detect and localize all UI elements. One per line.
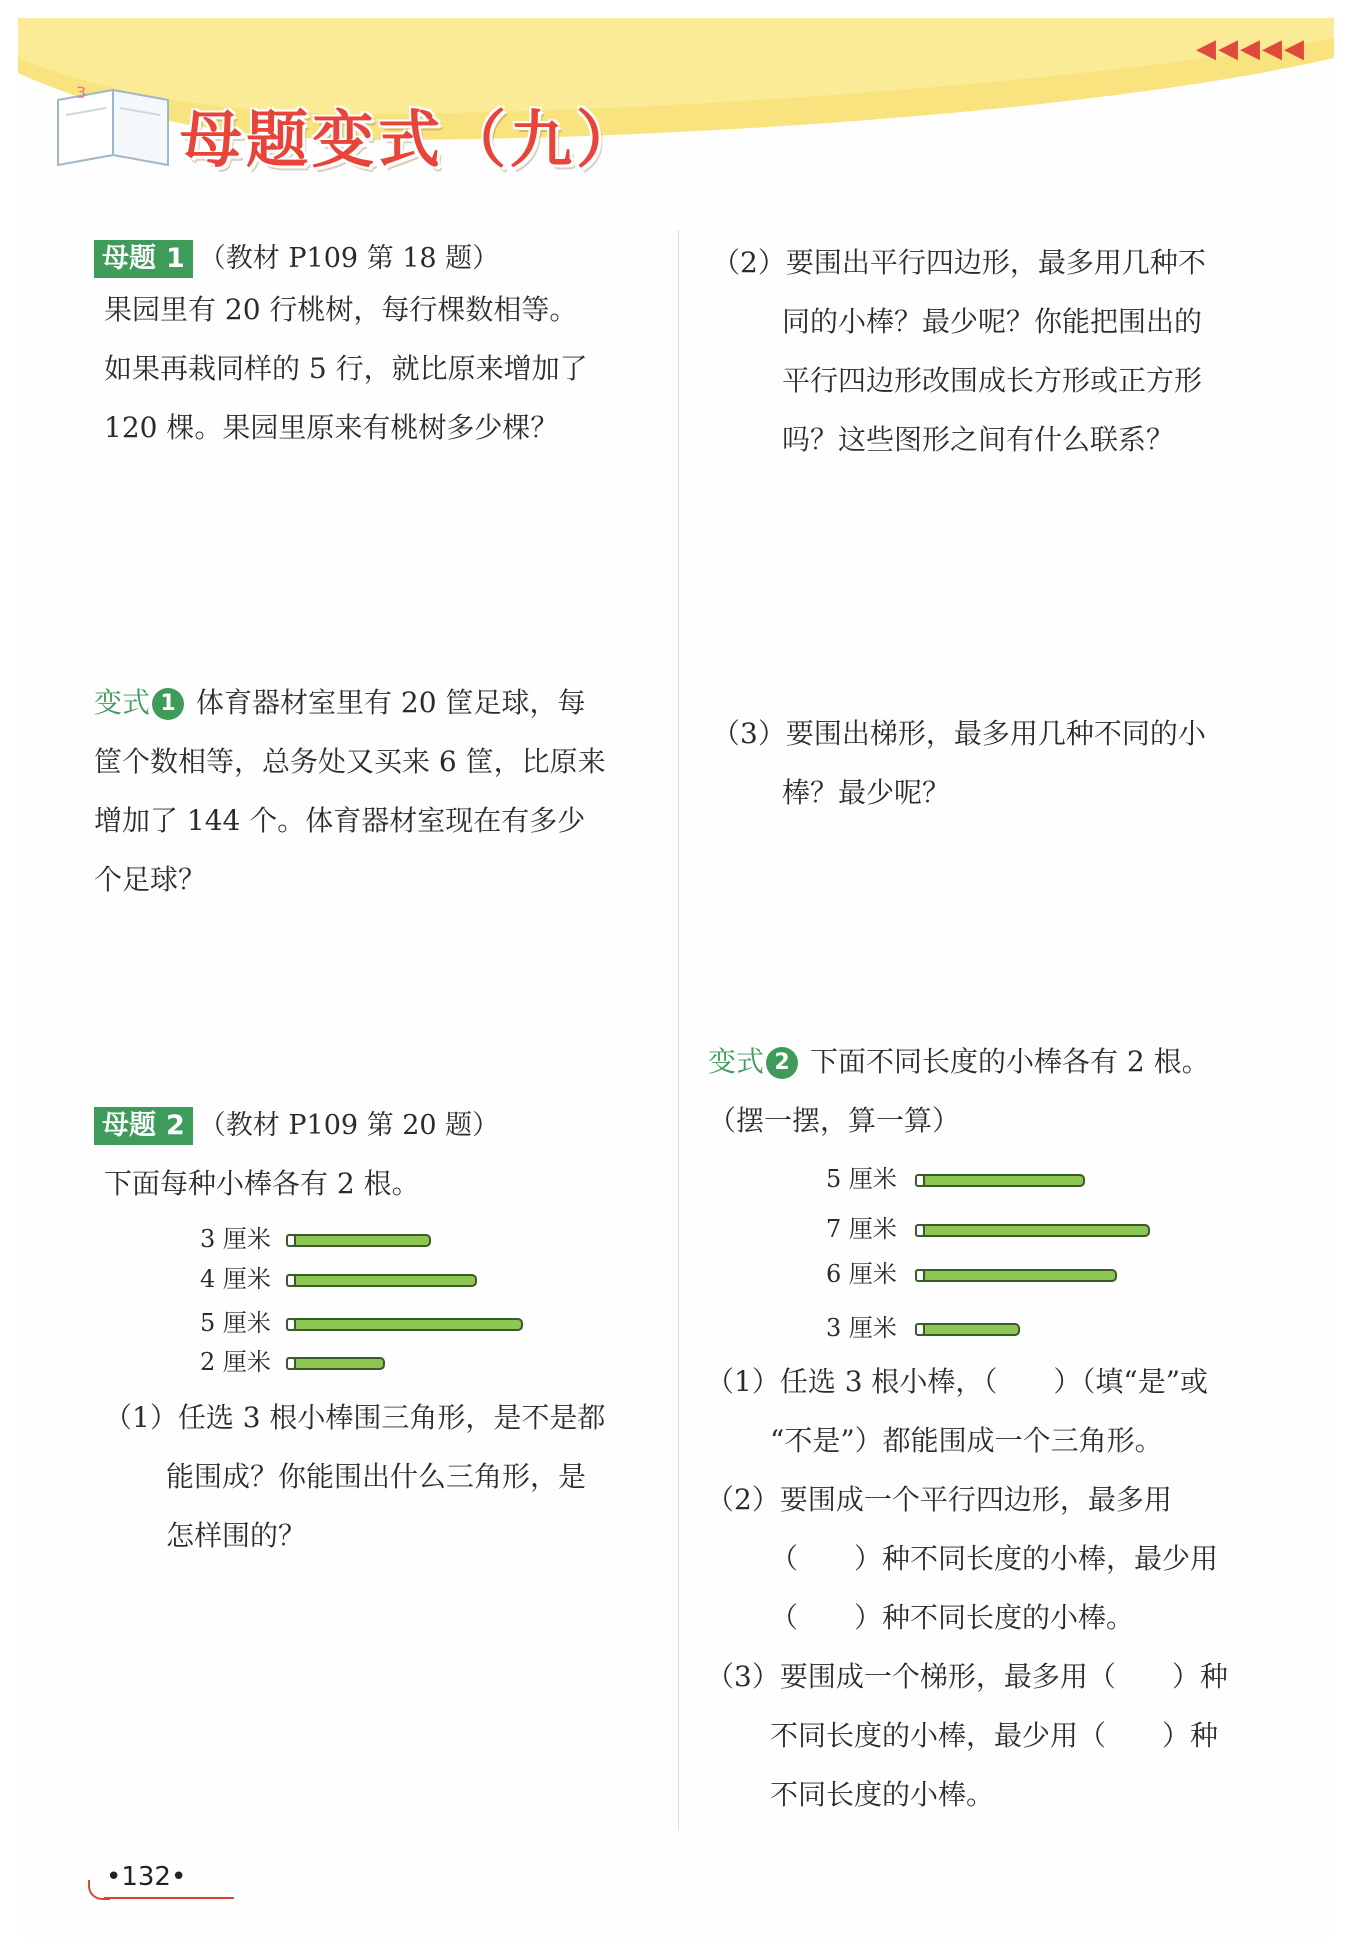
stick-3cm [918, 1323, 1020, 1336]
svg-text:3: 3 [76, 83, 87, 102]
text-line: 果园里有 20 行桃树，每行棵数相等。 [104, 293, 578, 326]
mother-problem-1-heading [94, 228, 499, 288]
text-line: （ ）种不同长度的小棒。 [770, 1601, 1135, 1634]
text-line: （3）要围出梯形，最多用几种不同的小 [712, 717, 1206, 750]
decorative-arrows: ◀◀◀◀◀ [1196, 34, 1306, 64]
mother-problem-tag: 母题 2 [94, 1107, 193, 1145]
variant-1 [94, 673, 664, 909]
text-line: 怎样围的？ [166, 1519, 307, 1552]
text-line: 棒？最少呢？ [782, 776, 951, 809]
column-divider [678, 230, 679, 1830]
text-line: 筐个数相等，总务处又买来 6 筐，比原来 [94, 745, 606, 778]
text-line: 平行四边形改围成长方形或正方形 [782, 364, 1203, 397]
mother-problem-2-q1 [104, 1388, 664, 1565]
variant-label: 变式 [94, 686, 151, 719]
variant-2 [708, 1032, 1308, 1150]
variant-number-badge: 1 [152, 688, 184, 720]
text-line: 不同长度的小棒。 [770, 1778, 995, 1811]
text-line: 个足球？ [94, 863, 207, 896]
text-line: 120 棵。果园里原来有桃树多少棵？ [104, 411, 559, 444]
text-line: 变式 2 下面不同长度的小棒各有 2 根。 [708, 1045, 1210, 1078]
variant-number-badge: 2 [766, 1047, 798, 1079]
text-line: 变式 1 体育器材室里有 20 筐足球，每 [94, 686, 586, 719]
stick-4cm [289, 1274, 477, 1287]
text-line: （摆一摆，算一算） [708, 1104, 961, 1137]
variant-label: 变式 [708, 1045, 765, 1078]
stick-length-label: 5 厘米 [200, 1309, 271, 1337]
text-line: （ ）种不同长度的小棒，最少用 [770, 1542, 1219, 1575]
text-line: 吗？这些图形之间有什么联系？ [782, 423, 1175, 456]
stick-5cm [918, 1174, 1085, 1187]
problem-source: （教材 P109 第 18 题） [198, 243, 500, 274]
text-line: （1）任选 3 根小棒，（ ）（填“是”或 [706, 1365, 1209, 1398]
text-line: 同的小棒？最少呢？你能把围出的 [782, 305, 1203, 338]
page-number-underline [104, 1897, 234, 1899]
text-line: 不同长度的小棒，最少用（ ）种 [770, 1719, 1219, 1752]
stick-length-label: 6 厘米 [826, 1260, 897, 1288]
stick-length-label: 4 厘米 [200, 1265, 271, 1293]
page-number: •132• [106, 1862, 187, 1892]
mother-problem-tag: 母题 1 [94, 240, 193, 278]
stick-length-label: 2 厘米 [200, 1348, 271, 1376]
page-title: 母题变式（九） [180, 103, 643, 176]
stick-3cm [289, 1234, 431, 1247]
stick-7cm [918, 1224, 1150, 1237]
stick-length-label: 7 厘米 [826, 1215, 897, 1243]
stick-6cm [918, 1269, 1117, 1282]
stick-length-label: 3 厘米 [200, 1225, 271, 1253]
text-line: 增加了 144 个。体育器材室现在有多少 [94, 804, 586, 837]
mother-problem-1-text [104, 280, 664, 457]
text-line: （1）任选 3 根小棒围三角形，是不是都 [104, 1401, 606, 1434]
text-line: （2）要围成一个平行四边形，最多用 [706, 1483, 1172, 1516]
text-line: 能围成？你能围出什么三角形，是 [166, 1460, 587, 1493]
stick-length-label: 3 厘米 [826, 1314, 897, 1342]
stick-length-label: 5 厘米 [826, 1165, 897, 1193]
text-line: （3）要围成一个梯形，最多用（ ）种 [706, 1660, 1228, 1693]
text-line: 如果再栽同样的 5 行，就比原来增加了 [104, 352, 588, 385]
stick-2cm [289, 1357, 385, 1370]
mother-problem-2-heading [94, 1095, 499, 1155]
problem-source: （教材 P109 第 20 题） [198, 1110, 500, 1141]
variant-2-questions [706, 1352, 1306, 1824]
question-3 [712, 704, 1292, 822]
section-header [18, 18, 1334, 208]
question-2 [712, 233, 1292, 469]
mother-problem-2-intro: 下面每种小棒各有 2 根。 [104, 1167, 420, 1200]
text-line: （2）要围出平行四边形，最多用几种不 [712, 246, 1206, 279]
text-line: “不是”）都能围成一个三角形。 [770, 1424, 1163, 1457]
stick-5cm [289, 1318, 523, 1331]
